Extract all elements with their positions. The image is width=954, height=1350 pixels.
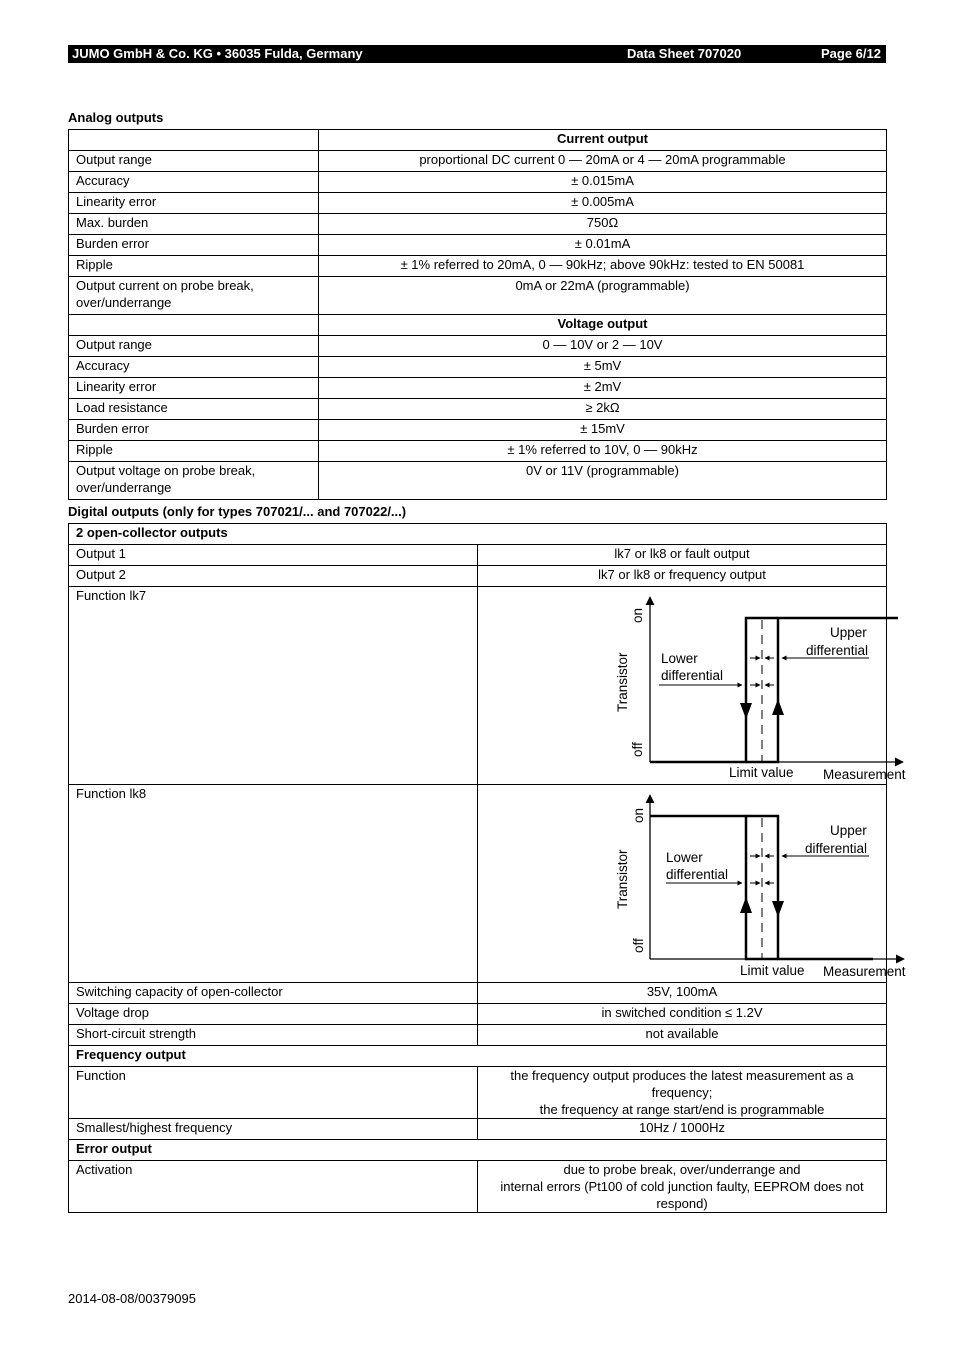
- lower-differential-label: differential: [661, 668, 724, 683]
- table-row: [69, 399, 887, 420]
- current-output-header: Current output: [319, 130, 887, 151]
- row-value: not available: [478, 1025, 887, 1046]
- off-label: off: [631, 938, 646, 953]
- off-label: off: [630, 742, 645, 757]
- row-value: ± 5mV: [319, 357, 887, 378]
- lower-label: Lower: [666, 850, 703, 865]
- analog-outputs-title: Analog outputs: [68, 110, 164, 125]
- row-label: Output 1: [69, 545, 478, 566]
- table-row: [69, 172, 887, 193]
- lk8-diagram-cell: [478, 785, 906, 983]
- limit-value-label: Limit value: [729, 765, 794, 780]
- limit-value-label: Limit value: [740, 963, 805, 978]
- data-sheet-number: Data Sheet 707020: [627, 46, 742, 61]
- digital-outputs-table: [68, 523, 906, 1213]
- row-value: ± 2mV: [319, 378, 887, 399]
- empty-cell: [69, 315, 319, 336]
- row-value: in switched condition ≤ 1.2V: [478, 1004, 887, 1025]
- transistor-label: Transistor: [615, 849, 630, 909]
- lower-switch-curve: [650, 816, 778, 959]
- row-label: Short-circuit strength: [69, 1025, 478, 1046]
- row-label: Smallest/highest frequency: [69, 1119, 478, 1140]
- digital-outputs-title: Digital outputs (only for types 707021/... and 707022/...): [68, 504, 407, 519]
- lk7-switching-diagram: [478, 587, 954, 783]
- upper-switch-curve: [746, 618, 898, 762]
- table-row: [69, 1067, 887, 1119]
- frequency-output-header: Frequency output: [69, 1046, 887, 1067]
- row-label: Linearity error: [69, 193, 319, 214]
- lower-label: Lower: [661, 651, 698, 666]
- row-value: lk7 or lk8 or fault output: [478, 545, 887, 566]
- value-line: due to probe break, over/underrange and: [563, 1162, 801, 1177]
- value-line: the frequency output produces the latest measurement as a frequency;: [510, 1068, 854, 1100]
- row-value: [478, 1161, 887, 1213]
- table-row: [69, 441, 887, 462]
- on-label: on: [630, 607, 645, 623]
- up-arrow: [772, 699, 784, 715]
- row-value: ± 0.01mA: [319, 235, 887, 256]
- row-value: 0mA or 22mA (programmable): [319, 277, 887, 315]
- row-label: Output range: [69, 336, 319, 357]
- document-code: 2014-08-08/00379095: [68, 1291, 196, 1306]
- row-value: ± 0.005mA: [319, 193, 887, 214]
- table-row: [69, 1046, 887, 1067]
- table-row: [69, 566, 887, 587]
- row-label: Accuracy: [69, 357, 319, 378]
- value-line: internal errors (Pt100 of cold junction faulty, EEPROM does not respond): [500, 1179, 864, 1211]
- on-label: on: [631, 807, 646, 823]
- table-row: [69, 1161, 887, 1213]
- function-lk8-label: Function lk8: [69, 785, 478, 983]
- table-row: [69, 336, 887, 357]
- company-name: JUMO GmbH & Co. KG • 36035 Fulda, Germany: [72, 46, 363, 61]
- row-label: Output 2: [69, 566, 478, 587]
- upper-differential-label: differential: [806, 643, 869, 658]
- row-label: Accuracy: [69, 172, 319, 193]
- row-label: Max. burden: [69, 214, 319, 235]
- value-line: the frequency at range start/end is programmable: [539, 1102, 825, 1117]
- row-label: Linearity error: [69, 378, 319, 399]
- row-value: ≥ 2kΩ: [319, 399, 887, 420]
- empty-cell: [69, 130, 319, 151]
- row-label: Ripple: [69, 441, 319, 462]
- page-number: Page 6/12: [821, 46, 881, 61]
- table-row: [69, 1025, 887, 1046]
- row-label: Burden error: [69, 235, 319, 256]
- row-value: ± 0.015mA: [319, 172, 887, 193]
- row-value: [478, 1067, 887, 1119]
- row-label: Switching capacity of open-collector: [69, 983, 478, 1004]
- function-lk7-label: Function lk7: [69, 587, 478, 785]
- lk7-diagram-cell: [478, 587, 906, 785]
- lower-switch-curve: [650, 618, 778, 762]
- table-row: [69, 462, 887, 500]
- table-row: [69, 193, 887, 214]
- table-row: [69, 983, 887, 1004]
- table-row: [69, 378, 887, 399]
- upper-label: Upper: [830, 823, 867, 838]
- row-value: ± 1% referred to 10V, 0 — 90kHz: [319, 441, 887, 462]
- row-value: 0V or 11V (programmable): [319, 462, 887, 500]
- up-arrow: [740, 897, 752, 913]
- table-row: [69, 277, 887, 315]
- row-value: 750Ω: [319, 214, 887, 235]
- table-row: [69, 256, 887, 277]
- table-row: [69, 420, 887, 441]
- row-value: ± 1% referred to 20mA, 0 — 90kHz; above 90kHz: tested to EN 50081: [319, 256, 887, 277]
- row-value: 0 — 10V or 2 — 10V: [319, 336, 887, 357]
- row-value: proportional DC current 0 — 20mA or 4 — 20mA programmable: [319, 151, 887, 172]
- lk8-switching-diagram: [478, 785, 954, 981]
- down-arrow: [772, 901, 784, 917]
- transistor-label: Transistor: [615, 652, 630, 712]
- table-row: [69, 151, 887, 172]
- table-row: [69, 524, 887, 545]
- row-label: Output range: [69, 151, 319, 172]
- table-row: [69, 357, 887, 378]
- open-collector-header: 2 open-collector outputs: [69, 524, 887, 545]
- table-row: [69, 235, 887, 256]
- error-output-header: Error output: [69, 1140, 887, 1161]
- row-label: Voltage drop: [69, 1004, 478, 1025]
- down-arrow: [740, 703, 752, 719]
- table-row: [69, 1119, 887, 1140]
- table-row: [69, 785, 887, 983]
- row-label: Function: [69, 1067, 478, 1119]
- row-label: Load resistance: [69, 399, 319, 420]
- upper-label: Upper: [830, 625, 867, 640]
- row-label: Activation: [69, 1161, 478, 1213]
- voltage-output-header: Voltage output: [319, 315, 887, 336]
- table-row: [69, 214, 887, 235]
- table-row: [69, 130, 887, 151]
- measurement-label: Measurement: [823, 964, 906, 979]
- row-label: Output current on probe break, over/underrange: [69, 277, 319, 315]
- row-label: Output voltage on probe break, over/underrange: [69, 462, 319, 500]
- table-row: [69, 1140, 887, 1161]
- lower-differential-label: differential: [666, 867, 729, 882]
- row-label: Burden error: [69, 420, 319, 441]
- row-value: 10Hz / 1000Hz: [478, 1119, 887, 1140]
- table-row: [69, 1004, 887, 1025]
- row-value: 35V, 100mA: [478, 983, 887, 1004]
- table-row: [69, 587, 887, 785]
- row-value: ± 15mV: [319, 420, 887, 441]
- table-row: [69, 545, 887, 566]
- upper-differential-label: differential: [805, 841, 868, 856]
- measurement-label: Measurement: [823, 767, 906, 782]
- analog-outputs-table: [68, 129, 887, 500]
- row-label: Ripple: [69, 256, 319, 277]
- row-value: lk7 or lk8 or frequency output: [478, 566, 887, 587]
- header-bar: [68, 45, 886, 63]
- table-row: [69, 315, 887, 336]
